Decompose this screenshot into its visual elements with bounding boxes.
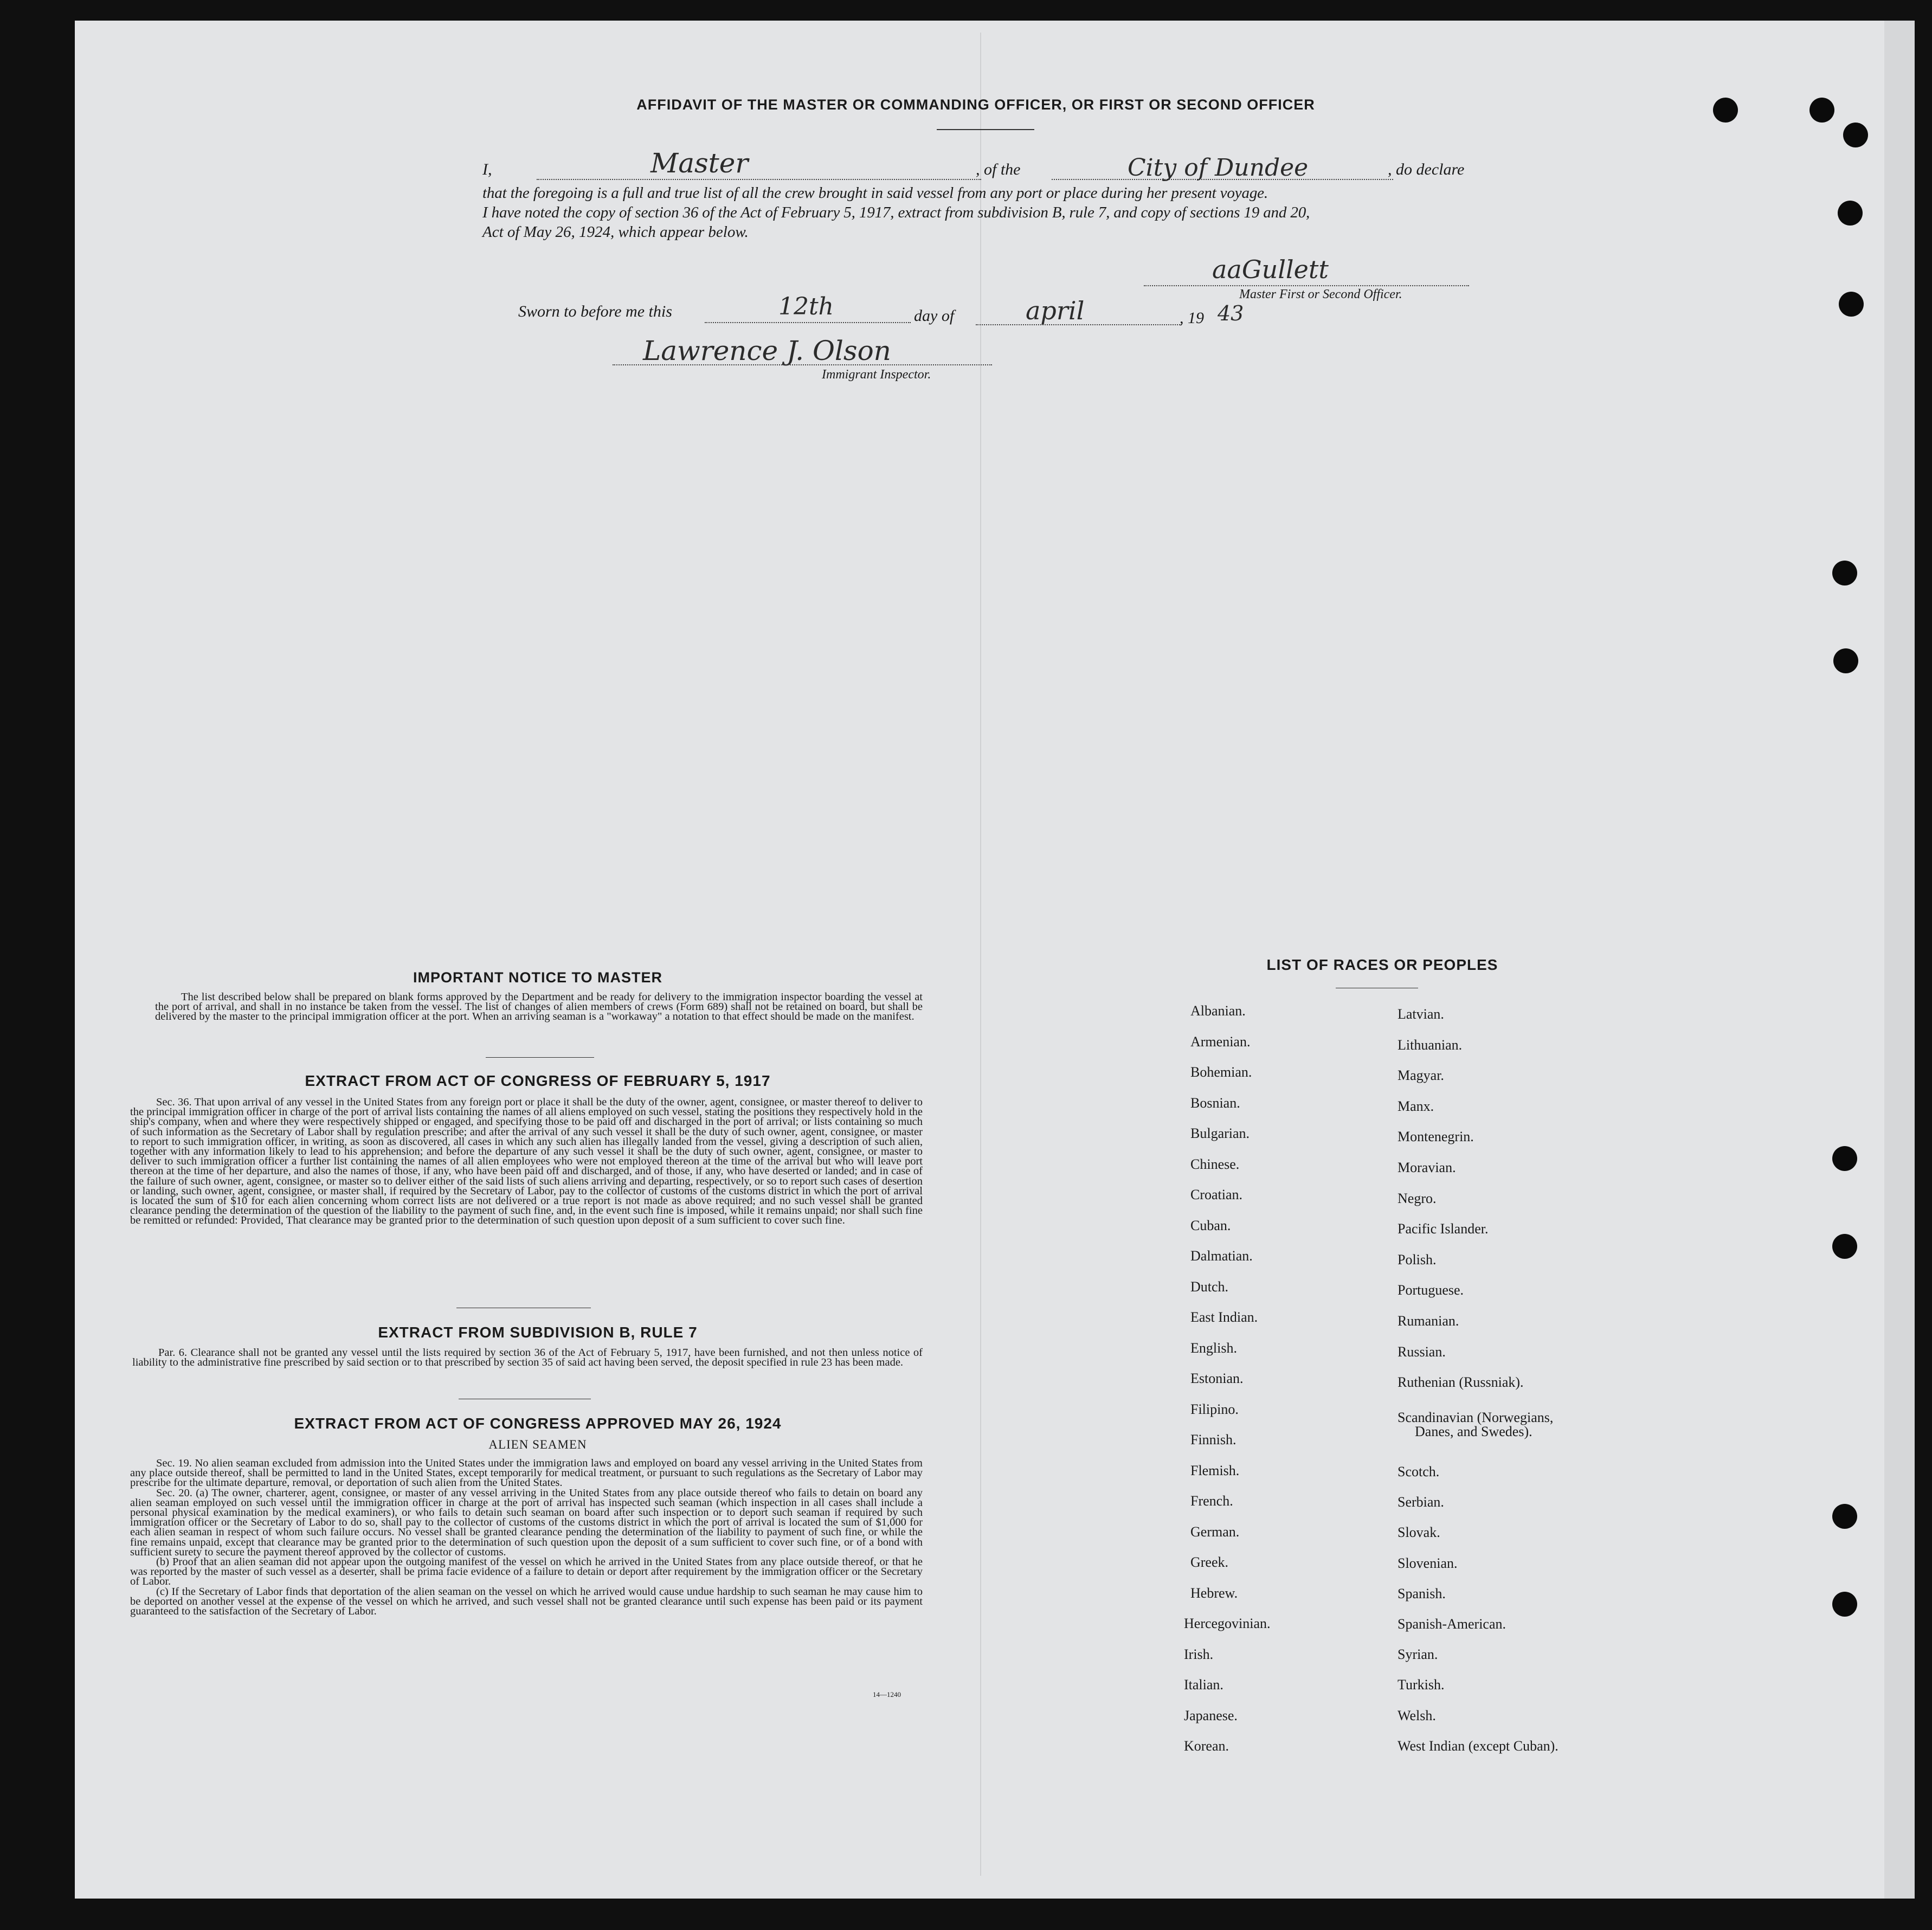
race-item: Chinese. <box>1190 1156 1240 1172</box>
race-item: Flemish. <box>1190 1462 1240 1478</box>
extract-1917-title: EXTRACT FROM ACT OF CONGRESS OF FEBRUARY 5, 1917 <box>305 1072 771 1089</box>
race-item: Filipino. <box>1190 1401 1239 1417</box>
race-item: Rumanian. <box>1398 1313 1459 1329</box>
alien-seamen-subtitle: ALIEN SEAMEN <box>488 1438 587 1451</box>
race-item: West Indian (except Cuban). <box>1398 1738 1559 1754</box>
race-item: Ruthenian (Russniak). <box>1398 1374 1524 1391</box>
race-item: Dutch. <box>1190 1278 1229 1295</box>
punch-hole <box>1809 98 1834 123</box>
race-item: Russian. <box>1398 1343 1446 1360</box>
race-item: Finnish. <box>1190 1432 1237 1448</box>
extract-1924-body <box>130 1458 923 1616</box>
punch-hole <box>1832 1146 1857 1171</box>
race-item: Korean. <box>1184 1738 1229 1754</box>
race-item: Spanish-American. <box>1398 1616 1506 1632</box>
notice-text: The list described below shall be prepared on blank forms approved by the Department and be ready for delivery to the immigration inspector boarding the vessel at the port of arrival, and shall in no instance be taken from the vessel. The list of changes of alien members of crews (Form 689) shall not be retained on board, but shall be delivered by the master to the principal immigration officer at the port. When an arriving seaman is a "workaway" a notation to that effect should be made on the manifest. <box>155 991 923 1023</box>
day-blank <box>705 322 911 323</box>
sworn-text: Sworn to before me this <box>518 303 672 320</box>
punch-hole <box>1833 648 1858 673</box>
vessel-name-handwritten: City of Dundee <box>1128 154 1309 182</box>
year-prefix: , 19 <box>1180 309 1204 327</box>
race-item: Slovak. <box>1398 1524 1440 1541</box>
affidavit-line-2: that the foregoing is a full and true list of all the crew brought in said vessel from any port or place during her present voyage. <box>482 184 1268 202</box>
rule-7-title: EXTRACT FROM SUBDIVISION B, RULE 7 <box>378 1324 698 1341</box>
day-handwritten: 12th <box>778 293 834 320</box>
race-item: Armenian. <box>1190 1033 1251 1050</box>
race-item: Welsh. <box>1398 1707 1436 1723</box>
page-edge <box>1884 21 1915 1899</box>
race-item: Slovenian. <box>1398 1555 1458 1571</box>
race-item: Negro. <box>1398 1190 1437 1206</box>
race-item: Magyar. <box>1398 1067 1444 1084</box>
race-item: Japanese. <box>1184 1707 1238 1723</box>
race-item: English. <box>1190 1340 1237 1356</box>
race-item: Danes, and Swedes). <box>1415 1424 1532 1439</box>
race-item: Pacific Islander. <box>1398 1221 1489 1237</box>
race-item: Croatian. <box>1190 1187 1243 1202</box>
punch-hole <box>1843 123 1868 147</box>
sec-20b-text: (b) Proof that an alien seaman did not appear upon the outgoing manifest of the vessel on which he arrived in the United States from any place outside thereof, or that he was reported by the master of such vessel as a deserter, shall be prima facie evidence of a failure to detain or deport after requirement by the immigration officer or the Secretary of Labor. <box>130 1556 923 1588</box>
race-item: Dalmatian. <box>1190 1248 1253 1264</box>
race-item: Bosnian. <box>1190 1095 1240 1111</box>
race-item: Spanish. <box>1398 1585 1446 1601</box>
punch-hole <box>1713 98 1738 123</box>
race-item: Manx. <box>1398 1098 1434 1114</box>
inspector-blank <box>613 364 992 365</box>
race-item: Estonian. <box>1190 1371 1244 1386</box>
affidavit-line-3: I have noted the copy of section 36 of the Act of February 5, 1917, extract from subdivision B, rule 7, and copy of sections 19 and 20, <box>482 204 1310 221</box>
extract-1917-body <box>130 1097 923 1226</box>
race-item: Latvian. <box>1398 1006 1444 1022</box>
race-item: Lithuanian. <box>1398 1037 1463 1053</box>
race-item: Hebrew. <box>1190 1585 1238 1601</box>
race-item: Albanian. <box>1190 1003 1246 1019</box>
race-item: Irish. <box>1184 1646 1214 1662</box>
race-item: Bulgarian. <box>1190 1125 1250 1141</box>
par-6-text: Par. 6. Clearance shall not be granted any vessel until the lists required by section 36 of the Act of February 5, 1917, have been furnished, and not then unless notice of liability to the administrative fine prescribed by said section or to that prescribed by section 35 of said act having been served, the deposit specified in rule 23 has been made. <box>132 1347 923 1369</box>
race-item: Hercegovinian. <box>1184 1616 1271 1631</box>
race-item: Polish. <box>1398 1251 1437 1268</box>
month-handwritten: april <box>1026 296 1085 325</box>
affidavit-intro: I, <box>482 160 492 178</box>
race-item: Greek. <box>1190 1554 1229 1570</box>
race-item: Scotch. <box>1398 1464 1440 1479</box>
punch-hole <box>1839 292 1864 317</box>
master-name-handwritten: Master <box>651 147 749 179</box>
sec-19-text: Sec. 19. No alien seaman excluded from admission into the United States under the immigration laws and employed on board any vessel arriving in the United States from any place outside thereof, shall be permitted to land in the United States, except temporarily for medical treatment, or pursuant to such regulations as the Secretary of Labor may prescribe for the ultimate departure, removal, or deportation of such alien from the United States. <box>130 1457 923 1489</box>
race-item: Syrian. <box>1398 1646 1438 1663</box>
notice-body <box>155 992 923 1022</box>
inspector-caption: Immigrant Inspector. <box>822 368 931 382</box>
race-item: Montenegrin. <box>1398 1129 1474 1145</box>
sec-20a-text: Sec. 20. (a) The owner, charterer, agent, consignee, or master of any vessel arriving in the United States from any place outside thereof who fails to detain on board any alien seaman employed on such vessel until the immigration officer in charge at the port of arrival has inspected such seaman (which inspection in all cases shall include a personal physical examination by the medical examiners), or who fails to detain such seaman on board after such inspection or to deport such seaman if required by such immigration officer or the Secretary of Labor to do so, shall pay to the collector of customs of the customs district in which the port of arrival is located the sum of $1,000 for each alien seaman in respect of whom such failure occurs. No vessel shall be granted clearance pending the determination of the liability to payment of such fine, or while the fine remains unpaid, except that clearance may be granted prior to the determination of such question upon the deposit of a sum sufficient to cover such fine, or of a bond with sufficient surety to secure the payment thereof approved by the collector of customs. <box>130 1487 923 1558</box>
race-item: German. <box>1190 1523 1240 1540</box>
affidavit-line-4: Act of May 26, 1924, which appear below. <box>482 223 749 241</box>
separator-1 <box>486 1057 594 1058</box>
name-blank <box>537 179 981 180</box>
title-underline <box>937 129 1034 130</box>
race-item: Portuguese. <box>1398 1282 1464 1298</box>
race-item: East Indian. <box>1190 1309 1258 1325</box>
race-item: Italian. <box>1184 1677 1223 1693</box>
of-the-text: , of the <box>976 160 1021 178</box>
officer-signature: aaGullett <box>1212 255 1329 284</box>
signature-caption: Master First or Second Officer. <box>1239 287 1402 301</box>
punch-hole <box>1832 1504 1857 1529</box>
punch-hole <box>1832 1592 1857 1617</box>
race-item: Bohemian. <box>1190 1064 1252 1080</box>
form-number: 14—1240 <box>873 1690 901 1699</box>
race-item: Scandinavian (Norwegians, <box>1398 1410 1554 1425</box>
race-item: Serbian. <box>1398 1494 1444 1510</box>
punch-hole <box>1832 1234 1857 1259</box>
extract-1924-title: EXTRACT FROM ACT OF CONGRESS APPROVED MAY 26, 1924 <box>294 1415 782 1432</box>
signature-blank <box>1144 285 1469 286</box>
inspector-signature: Lawrence J. Olson <box>643 335 891 366</box>
day-of-text: day of <box>914 307 955 325</box>
affidavit-title: AFFIDAVIT OF THE MASTER OR COMMANDING OFFICER, OR FIRST OR SECOND OFFICER <box>636 97 1315 113</box>
sec-20c-text: (c) If the Secretary of Labor finds that deportation of the alien seaman on the vessel on which he arrived would cause undue hardship to such seaman he may cause him to be deported on another vessel at the expense of the vessel on which he arrived, and such vessel shall not be granted clearance until such expense has been paid or its payment guaranteed to the satisfaction of the Secretary of Labor. <box>130 1585 923 1618</box>
do-declare-text: , do declare <box>1388 160 1465 178</box>
rule-7-body <box>132 1348 923 1367</box>
race-item: Moravian. <box>1398 1160 1456 1175</box>
punch-hole <box>1838 201 1863 226</box>
races-title: LIST OF RACES OR PEOPLES <box>1266 956 1498 973</box>
year-handwritten: 43 <box>1218 301 1244 325</box>
race-item: French. <box>1190 1493 1233 1509</box>
punch-hole <box>1832 561 1857 586</box>
race-item: Turkish. <box>1398 1677 1445 1693</box>
race-item: Cuban. <box>1190 1217 1231 1233</box>
page-fold <box>980 33 981 1876</box>
sec-36-text: Sec. 36. That upon arrival of any vessel in the United States from any foreign port or place it shall be the duty of the owner, agent, consignee, or master thereof to deliver to the principal immigration officer in charge of the port of arrival lists containing the names of all aliens employed on such vessel, stating the positions they respectively hold in the ship's company, when and where they were respectively shipped or engaged, and specifying those to be paid off and discharged in the port of arrival; or lists containing so much of such information as the Secretary of Labor shall by regulation prescribe; and after the arrival of any such vessel it shall be the duty of such owner, agent, consignee, or master to report to such immigration officer, in writing, as soon as discovered, all cases in which any such alien has illegally landed from the vessel, giving a description of such alien, together with any information likely to lead to his apprehension; and before the departure of any such vessel it shall be the duty of such owner, agent, consignee, or master to deliver to such immigration officer a further list containing the names of all alien employees who were not employed thereon at the time of the arrival but who will leave port thereon at the time of her departure, and also the names of those, if any, who have been paid off and discharged, and of those, if any, who have deserted or landed; and in case of the failure of such owner, agent, consignee, or master so to deliver either of the said lists of such aliens arriving and departing, respectively, or so to report such cases of desertion or landing, such owner, agent, consignee, or master shall, if required by the Secretary of Labor, pay to the collector of customs of the customs district in which the port of arrival is located the sum of $10 for each alien concerning whom correct lists are not delivered or a true report is not made as above required; and no such vessel shall be granted clearance pending the determination of the question of the liability to the payment of such fine, and, in the event such fine is imposed, while it remains unpaid; nor shall such fine be remitted or refunded: Provided, That clearance may be granted prior to the determination of such question upon deposit of a sum sufficient to cover such fine. <box>130 1096 923 1227</box>
notice-title: IMPORTANT NOTICE TO MASTER <box>413 969 662 986</box>
